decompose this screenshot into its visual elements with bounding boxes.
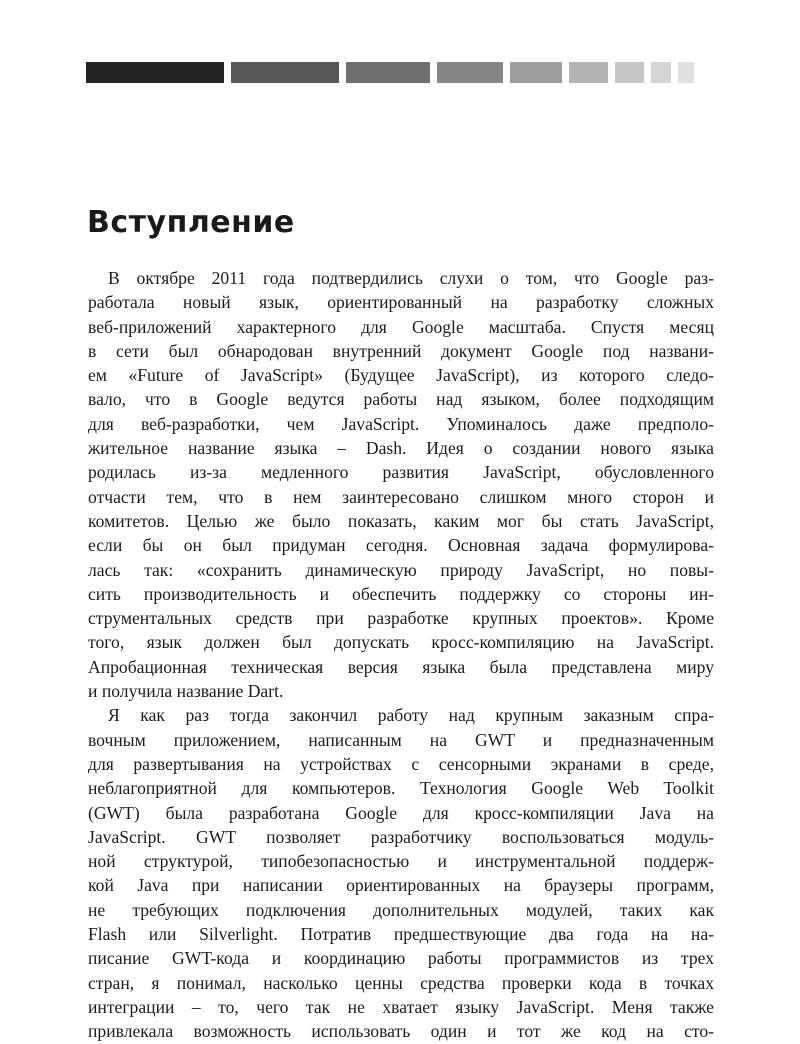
header-bar xyxy=(346,62,430,83)
body-text xyxy=(88,266,714,1044)
chapter-title: Вступление xyxy=(87,205,295,240)
paragraph-2 xyxy=(88,703,714,1043)
text-line: писание GWT-кода и координацию работы программистов из трех xyxy=(88,948,714,969)
text-line: кой Java при написании ориентированных на браузеры программ, xyxy=(88,875,714,896)
header-bar xyxy=(437,62,503,83)
text-line: если бы он был придуман сегодня. Основная задача формулирова- xyxy=(88,535,714,556)
header-bar xyxy=(510,62,562,83)
text-line: сить производительность и обеспечить поддержку со стороны ин- xyxy=(88,583,714,604)
paragraph-1 xyxy=(88,266,714,703)
text-line: жительное название языка – Dash. Идея о создании нового языка xyxy=(88,438,714,459)
text-line: родилась из-за медленного развития JavaScript, обусловленного xyxy=(88,462,714,483)
text-line: стран, я понимал, насколько ценны средства проверки кода в точках xyxy=(88,972,714,993)
text-line: вочным приложением, написанным на GWT и предназначенным xyxy=(88,729,714,750)
header-bar xyxy=(615,62,644,83)
text-line: того, язык должен был допускать кросс-компиляцию на JavaScript. xyxy=(88,632,714,653)
text-line: Апробационная техническая версия языка была представлена миру xyxy=(88,656,714,677)
text-line: веб-приложений характерного для Google масштаба. Спустя месяц xyxy=(88,316,714,337)
text-line: работала новый язык, ориентированный на разработку сложных xyxy=(88,292,714,313)
text-line: струментальных средств при разработке крупных проектов». Кроме xyxy=(88,608,714,629)
text-line: ем «Future of JavaScript» (Будущее JavaScript), из которого следо- xyxy=(88,365,714,386)
text-line: Я как раз тогда закончил работу над крупным заказным спра- xyxy=(108,705,714,726)
text-line: вало, что в Google ведутся работы над языком, более подходящим xyxy=(88,389,714,410)
text-line: ной структурой, типобезопасностью и инструментальной поддерж- xyxy=(88,851,714,872)
header-bar xyxy=(569,62,608,83)
header-bar xyxy=(86,62,224,83)
header-bar xyxy=(678,62,694,83)
text-line: неблагоприятной для компьютеров. Технология Google Web Toolkit xyxy=(88,778,714,799)
header-decoration-bars xyxy=(86,62,694,83)
text-line: не требующих подключения дополнительных модулей, таких как xyxy=(88,899,714,920)
text-line: JavaScript. GWT позволяет разработчику воспользоваться модуль- xyxy=(88,826,714,847)
text-line: Flash или Silverlight. Потратив предшествующие два года на на- xyxy=(88,924,714,945)
text-line: в сети был обнародован внутренний документ Google под названи- xyxy=(88,340,714,361)
text-line: отчасти тем, что в нем заинтересовано слишком много сторон и xyxy=(88,486,714,507)
text-line: интеграции – то, чего так не хватает языку JavaScript. Меня также xyxy=(88,996,714,1017)
text-line: В октябре 2011 года подтвердились слухи о том, что Google раз- xyxy=(108,268,714,288)
text-line: привлекала возможность использовать один и тот же код на сто- xyxy=(88,1021,714,1042)
text-line: лась так: «сохранить динамическую природу JavaScript, но повы- xyxy=(88,559,714,580)
header-bar xyxy=(651,62,671,83)
text-line: (GWT) была разработана Google для кросс-компиляции Java на xyxy=(88,802,714,823)
text-line: для развертывания на устройствах с сенсорными экранами в среде, xyxy=(88,753,714,774)
text-line: и получила название Dart. xyxy=(88,681,284,702)
header-bar xyxy=(231,62,339,83)
text-line: комитетов. Целью же было показать, каким мог бы стать JavaScript, xyxy=(88,510,714,531)
text-line: для веб-разработки, чем JavaScript. Упоминалось даже предполо- xyxy=(88,413,714,434)
